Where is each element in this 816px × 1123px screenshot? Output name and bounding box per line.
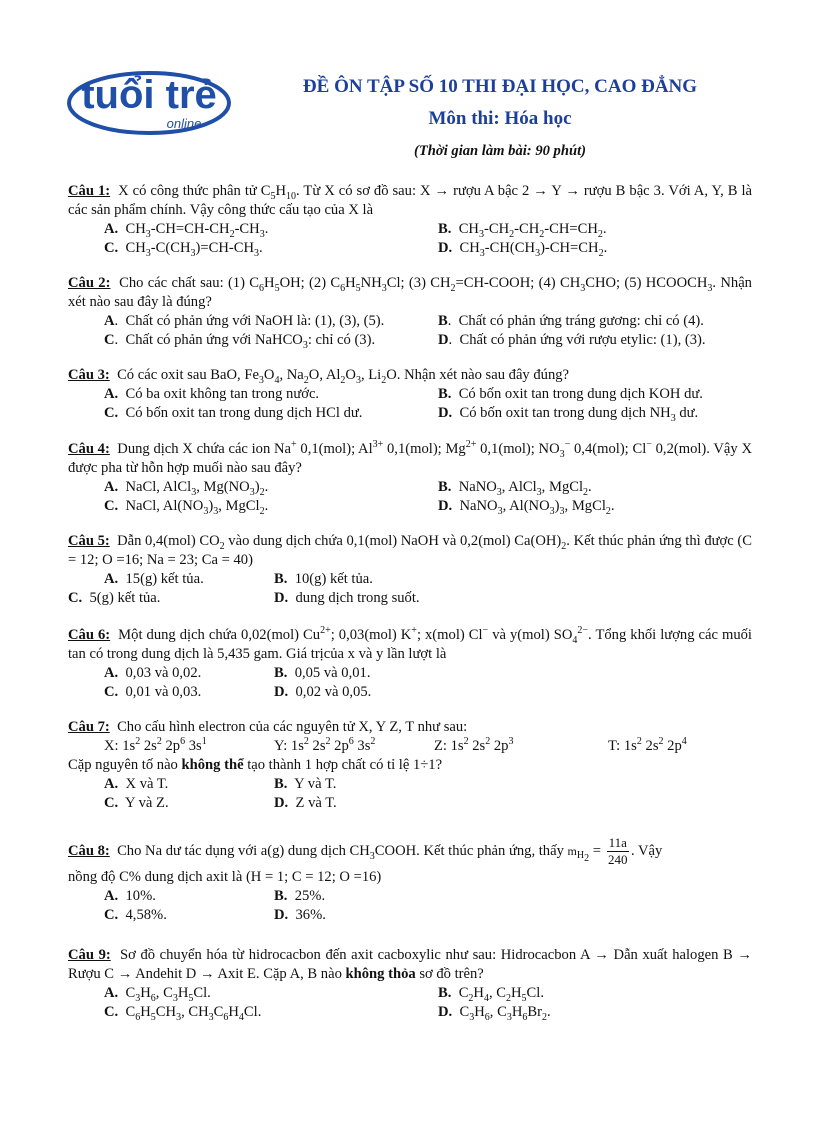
config-y: Y: $1s^2$ $2s^2$ $2p^6$ $3s^2$: [274, 736, 376, 754]
option-b[interactable]: B. 25%.: [274, 888, 326, 905]
exam-subject: Môn thi: Hóa học: [428, 108, 572, 129]
exam-duration: (Thời gian làm bài: 90 phút): [413, 143, 587, 159]
option-a[interactable]: A. 10%.: [104, 888, 156, 905]
question-6: Câu 6: Một dung dịch chứa 0,02(mol) $Cu^{2+}$; 0,03(mol) K+; x(mol) Cl− và y(mol) $SO_4^{2-}$. Tổng khối lượng các muối tan có trong dung dịch là 5,435 gam. Giá trịcủa x và y lần lượt là A. 0,03 và 0,02. B. 0,05 và 0,01. C. 0,01 và 0,03. D. 0,02 và 0,05.: [68, 625, 752, 700]
option-d[interactable]: D. Chất có phản ứng với rượu etylic: (1), (3).: [438, 332, 706, 348]
option-b[interactable]: B. NaNO$_3$, AlCl$_3$, MgCl$_2$.: [438, 479, 592, 498]
question-3: Câu 3: Có các oxit sau BaO, $Fe_3O_4$, $Na_2O$, $Al_2O_3$, $Li_2O$. Nhận xét nào sau đây đúng? A. Có ba oxit không tan trong nước. B. Có bốn oxit tan trong dung dịch KOH dư. C. Có bốn oxit tan trong dung dịch HCl dư. D. Có bốn oxit tan trong dung dịch $NH_3$ dư.: [68, 367, 703, 424]
question-label: Câu 3:: [68, 367, 110, 383]
option-c[interactable]: C. Chất có phản ứng với NaHCO$_3$: chỉ có (3).: [104, 332, 376, 351]
option-d[interactable]: D. $C_3H_6$, $C_3H_6Br_2$.: [438, 1004, 551, 1023]
question-1: Câu 1: X có công thức phân tử $C_5H_{10}$. Từ X có sơ đồ sau: X → rượu A bậc 2 → Y → rượu B bậc 3. Với A, Y, B là các sản phẩm chính. Vậy công thức cấu tạo của X là A. $CH_3-CH=CH-CH_2-CH_3$. B. $CH_3-CH_2-CH_2-CH=CH_2$. C. $CH_3-C(CH_3)=CH-CH_3$. D. $CH_3-CH(CH_3)-CH=CH_2$.: [68, 183, 752, 259]
option-b[interactable]: B. Y và T.: [274, 776, 337, 792]
option-c[interactable]: C. 5(g) kết tủa.: [68, 590, 161, 606]
option-d[interactable]: D. Z và T.: [274, 795, 337, 811]
option-b[interactable]: B. $CH_3-CH_2-CH_2-CH=CH_2$.: [438, 221, 607, 240]
question-9: Câu 9: Sơ đồ chuyển hóa từ hidrocacbon đến axit cacboxylic như sau: Hidrocacbon A → Dẫn xuất halogen B → Rượu C → Andehit D → Axit E. Cặp A, B nào không thỏa sơ đồ trên? A. $C_3H_6$, $C_3H_5Cl$. B. $C_2H_4$, $C_2H_5Cl$. C. $C_6H_5CH_3$, $CH_3C_6H_4Cl$. D. $C_3H_6$, $C_3H_6Br_2$.: [68, 947, 752, 1023]
question-label: Câu 1:: [68, 183, 111, 199]
svg-text:online: online: [166, 116, 202, 131]
option-c[interactable]: C. $C_6H_5CH_3$, $CH_3C_6H_4Cl$.: [104, 1004, 262, 1023]
option-d[interactable]: D. 0,02 và 0,05.: [274, 684, 372, 700]
option-a[interactable]: A. $CH_3-CH=CH-CH_2-CH_3$.: [104, 221, 269, 240]
question-5: Câu 5: Dẫn 0,4(mol) $CO_2$ vào dung dịch chứa 0,1(mol) NaOH và 0,2(mol) $Ca(OH)_2$. Kết thúc phản ứng thì được (C = 12; O =16; Na = 23; Ca = 40) A. 15(g) kết tủa. B. 10(g) kết tủa. C. 5(g) kết tủa. D. dung dịch trong suốt.: [68, 533, 752, 606]
question-7: Câu 7: Cho cấu hình electron của các nguyên tử X, Y Z, T như sau: X: $1s^2$ $2s^2$ $2p^6$ $3s^1$ Y: $1s^2$ $2s^2$ $2p^6$ $3s^2$ Z: $1s^2$ $2s^2$ $2p^3$ T: $1s^2$ $2s^2$ $2p^4$ Cặp nguyên tố nào không thể tạo thành 1 hợp chất có tỉ lệ 1÷1? A. X và T. B. Y và T. C. Y và Z. D. Z và T.: [68, 719, 687, 811]
option-c[interactable]: C. Có bốn oxit tan trong dung dịch HCl dư.: [104, 405, 363, 421]
tuoi-tre-logo-icon: [66, 70, 232, 136]
question-label: Câu 5:: [68, 533, 110, 549]
option-a[interactable]: A. 15(g) kết tủa.: [104, 571, 204, 587]
question-2: Câu 2: Cho các chất sau: (1) $C_6H_5OH$; (2) $C_6H_5NH_3Cl$; (3) $CH_2=CH$-COOH; (4) $CH_3CHO$; (5) $HCOOCH_3$. Nhận xét nào sau đây là đúng? A. Chất có phản ứng với NaOH là: (1), (3), (5). B. Chất có phản ứng tráng gương: chỉ có (4). C. Chất có phản ứng với NaHCO$_3$: chỉ có (3). D. Chất có phản ứng với rượu etylic: (1), (3).: [68, 275, 752, 351]
option-c[interactable]: C. Y và Z.: [104, 795, 169, 811]
question-4: Câu 4: Dung dịch X chứa các ion Na+ 0,1(mol); $Al^{3+}$ 0,1(mol); $Mg^{2+}$ 0,1(mol); $NO_3^-$ 0,4(mol); Cl− 0,2(mol). Vậy X được pha từ hỗn hợp muối nào sau đây? A. NaCl, AlCl$_3$, $Mg(NO_3)_2$. B. NaNO$_3$, AlCl$_3$, MgCl$_2$. C. NaCl, $Al(NO_3)_3$, MgCl$_2$. D. NaNO$_3$, $Al(NO_3)_3$, MgCl$_2$.: [68, 439, 752, 517]
svg-text:tuổi trẻ: tuổi trẻ: [81, 73, 217, 117]
question-label: Câu 4:: [68, 441, 110, 457]
config-z: Z: $1s^2$ $2s^2$ $2p^3$: [434, 736, 514, 754]
option-d[interactable]: D. Có bốn oxit tan trong dung dịch $NH_3$ dư.: [438, 405, 699, 424]
exam-title: ĐỀ ÔN TẬP SỐ 10 THI ĐẠI HỌC, CAO ĐẲNG: [302, 76, 698, 97]
option-d[interactable]: D. $CH_3-CH(CH_3)-CH=CH_2$.: [438, 240, 608, 259]
question-label: Câu 7:: [68, 719, 110, 735]
option-d[interactable]: D. NaNO$_3$, $Al(NO_3)_3$, MgCl$_2$.: [438, 498, 615, 517]
option-c[interactable]: C. 0,01 và 0,03.: [104, 684, 202, 700]
option-b[interactable]: B. $C_2H_4$, $C_2H_5Cl$.: [438, 985, 544, 1004]
option-a[interactable]: A. Chất có phản ứng với NaOH là: (1), (3), (5).: [104, 313, 385, 329]
option-b[interactable]: B. 10(g) kết tủa.: [274, 571, 373, 587]
question-label: Câu 2:: [68, 275, 111, 291]
option-a[interactable]: A. NaCl, AlCl$_3$, $Mg(NO_3)_2$.: [104, 479, 269, 498]
option-a[interactable]: A. X và T.: [104, 776, 169, 792]
option-b[interactable]: B. Chất có phản ứng tráng gương: chỉ có (4).: [438, 313, 704, 329]
tuoi-tre-logo: [66, 70, 232, 136]
option-c[interactable]: C. $CH_3-C(CH_3)=CH-CH_3$.: [104, 240, 263, 259]
option-a[interactable]: A. $C_3H_6$, $C_3H_5Cl$.: [104, 985, 211, 1004]
option-c[interactable]: C. NaCl, $Al(NO_3)_3$, MgCl$_2$.: [104, 498, 269, 517]
config-x: X: $1s^2$ $2s^2$ $2p^6$ $3s^1$: [104, 736, 207, 754]
config-t: T: $1s^2$ $2s^2$ $2p^4$: [608, 736, 687, 754]
option-b[interactable]: B. Có bốn oxit tan trong dung dịch KOH dư.: [438, 386, 703, 402]
fraction-11a-240: $\frac{11a}{240}$: [608, 835, 628, 868]
question-label: Câu 8:: [68, 843, 110, 859]
option-b[interactable]: B. 0,05 và 0,01.: [274, 665, 371, 681]
option-c[interactable]: C. 4,58%.: [104, 907, 167, 924]
question-8: Câu 8: Cho Na dư tác dụng với a(g) dung dịch $CH_3COOH$. Kết thúc phản ứng, thấy $m_{H_2}$ = $\frac{11a}{240}$ . Vậy nồng độ C% dung dịch axit là (H = 1; C = 12; O =16) A. 10%. B. 25%. C. 4,58%. D. 36%.: [68, 835, 663, 924]
option-a[interactable]: A. 0,03 và 0,02.: [104, 665, 202, 681]
option-d[interactable]: D. dung dịch trong suốt.: [274, 590, 420, 606]
question-label: Câu 6:: [68, 627, 111, 643]
option-a[interactable]: A. Có ba oxit không tan trong nước.: [104, 386, 320, 402]
question-label: Câu 9:: [68, 947, 111, 963]
option-d[interactable]: D. 36%.: [274, 907, 326, 924]
